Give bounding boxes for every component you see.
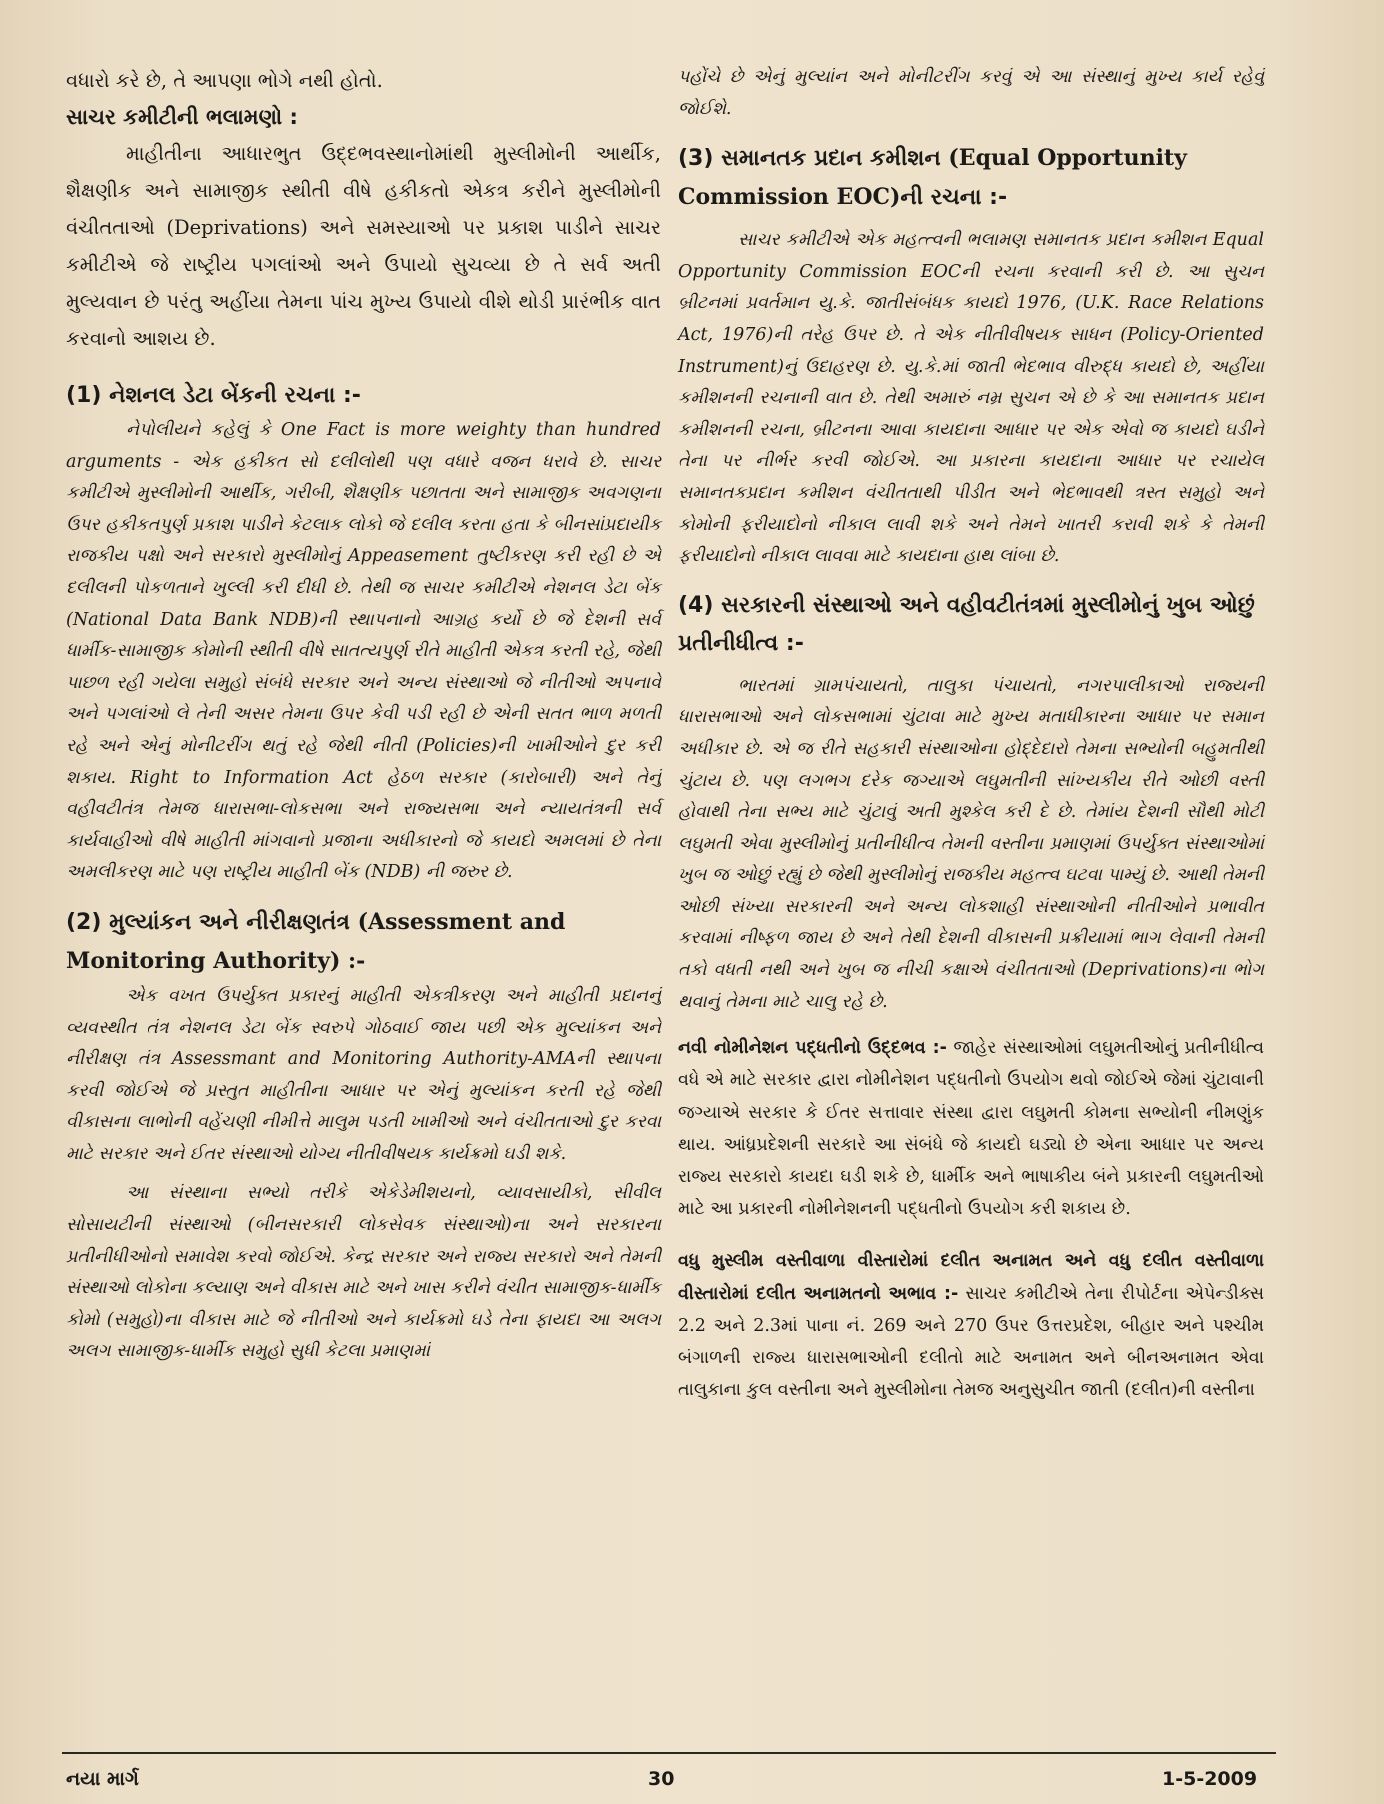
nomination-lead: નવી નોમીનેશન પદ્ધતીનો ઉદ્દભવ :-	[678, 1038, 947, 1059]
page-number: 30	[648, 1768, 675, 1790]
continued-paragraph: પહોંચે છે એનું મુલ્યાંન અને મોનીટરીંગ કરવું એ આ સંસ્થાનું મુખ્ય કાર્ય રહેવું જોઈશે.	[678, 67, 1264, 119]
section1-paragraph: નેપોલીયને કહેલું કે One Fact is more weighty than hundred arguments - એક હકીકત સો દલીલોથી પણ વધારે વજન ધરાવે છે. સાચર કમીટીએ મુસ્લીમોની આર્થીક, ગરીબી, શૈક્ષણીક પછાતતા અને સામાજીક અવગણના ઉપર હકીકતપુર્ણ પ્રકાશ પાડીને કેટલાક લોકો જે દલીલ કરતા હતા કે બીનસાંપ્રદાયીક રાજકીય પક્ષો અને સરકારો મુસ્લીમોનું Appeasement તુષ્ટીકરણ કરી રહી છે એ દલીલની પોકળતાને ખુલ્લી કરી દીધી છે. તેથી જ સાચર કમીટીએ નેશનલ ડેટા બેંક (National Data Bank NDB)ની સ્થાપનાનો આગ્રહ કર્યો છે જે દેશની સર્વ ધાર્મીક-સામાજીક કોમોની સ્થીતી વીષે સાતત્યપુર્ણ રીતે માહીતી એકત્ર કરતી રહે, જેથી પાછળ રહી ગયેલા સમુહો સંબંધે સરકાર અને અન્ય સંસ્થાઓ જે નીતીઓ અપનાવે અને પગલાંઓ લે તેની અસર તેમના ઉપર કેવી પડી રહી છે એની સતત ભાળ મળતી રહે અને એનું મોનીટરીંગ થતું રહે જેથી નીતી (Policies)ની ખામીઓને દુર કરી શકાય. Right to Information Act હેઠળ સરકાર (કારોબારી) અને તેનું વહીવટીતંત્ર તેમજ ધારાસભા-લોકસભા અને રાજ્યસભા અને ન્યાયતંત્રની સર્વ કાર્યવાહીઓ વીષે માહીતી માંગવાનો પ્રજાના અધીકારનો જે કાયદો અમલમાં છે તેના અમલીકરણ માટે પણ રાષ્ટ્રીય માહીતી બેંક (NDB) ની જરુર છે.	[66, 420, 661, 883]
section2-title-english: (Assessment and Monitoring Authority) :-	[66, 908, 566, 974]
right-column	[678, 62, 1264, 1406]
reservation-paragraph	[678, 1245, 1264, 1406]
left-column	[66, 62, 661, 1368]
section4-title: (4) સરકારની સંસ્થાઓ અને વહીવટીતંત્રમાં મુસ્લીમોનું ખુબ ઓછું પ્રતીનીધીત્વ :-	[678, 592, 1255, 656]
reservation-text: સાચર કમીટીએ તેના રીપોર્ટના એપેન્ડીક્સ 2.2 અને 2.3માં પાના નં. 269 અને 270 ઉપર ઉત્તરપ્રદેશ, બીહાર અને પશ્ચીમ બંગાળની રાજ્ય ધારાસભાઓની દલીતો માટે અનામત અને બીનઅનામત એવા તાલુકાના કુલ વસ્તીના અને મુસ્લીમોના તેમજ અનુસુચીત જાતી (દલીત)ની વસ્તીના	[678, 1283, 1264, 1401]
section2-title	[66, 903, 661, 981]
reservation-lead: વધુ મુસ્લીમ વસ્તીવાળા વીસ્તારોમાં દલીત અનામત અને વધુ દલીત વસ્તીવાળા વીસ્તારોમાં દલીત અનામતનો અભાવ :-	[678, 1251, 1264, 1304]
section1-title: (1) નેશનલ ડેટા બેંકની રચના :-	[66, 383, 361, 408]
section3-title	[678, 139, 1264, 217]
section4-paragraph: ભારતમાં ગ્રામપંચાયતો, તાલુકા પંચાયતો, નગરપાલીકાઓ રાજ્યની ધારાસભાઓ અને લોકસભામાં ચુંટાવા માટે મુખ્ય મતાધીકારના આધાર પર સમાન અધીકાર છે. એ જ રીતે સહકારી સંસ્થાઓના હોદ્દેદારો તેમના સભ્યોની બહુમતીથી ચુંટાય છે. પણ લગભગ દરેક જગ્યાએ લઘુમતીની સાંખ્યકીય રીતે ઓછી વસ્તી હોવાથી તેના સભ્ય માટે ચુંટાવું અતી મુશ્કેલ કરી દે છે. તેમાંય દેશની સૌથી મોટી લઘુમતી એવા મુસ્લીમોનું પ્રતીનીધીત્વ તેમની વસ્તીના પ્રમાણમાં ઉપર્યુક્ત સંસ્થાઓમાં ખુબ જ ઓછું રહ્યું છે જેથી મુસ્લીમોનું રાજકીય મહત્ત્વ ઘટવા પામ્યું છે. આથી તેમની ઓછી સંખ્યા સરકારની અને અન્ય લોકશાહી સંસ્થાઓની નીતીઓને પ્રભાવીત કરવામાં નીષ્ફળ જાય છે અને તેથી દેશની વીકાસની પ્રક્રીયામાં ભાગ લેવાની તેમની તકો વધતી નથી અને ખુબ જ નીચી કક્ષાએ વંચીતતાઓ (Deprivations)ના ભોગ થવાનું તેમના માટે ચાલુ રહે છે.	[678, 675, 1264, 1012]
section2-paragraph-2: આ સંસ્થાના સભ્યો તરીકે એકેડેમીશયનો, વ્યાવસાયીકો, સીવીલ સોસાયટીની સંસ્થાઓ (બીનસરકારી લોકસેવક સંસ્થાઓ)ના અને સરકારના પ્રતીનીધીઓનો સમાવેશ કરવો જોઈએ. કેન્દ્ર સરકાર અને રાજ્ય સરકારો અને તેમની સંસ્થાઓ લોકોના કલ્યાણ અને વીકાસ માટે અને ખાસ કરીને વંચીત સામાજીક-ધાર્મીક કોમો (સમુહો)ના વીકાસ માટે જે નીતીઓ અને કાર્યક્રમો ઘડે તેના ફાયદા આ અલગ અલગ સામાજીક-ધાર્મીક સમુહો સુધી કેટલા પ્રમાણમાં	[66, 1183, 661, 1362]
nomination-text: જાહેર સંસ્થાઓમાં લઘુમતીઓનું પ્રતીનીધીત્વ વધે એ માટે સરકાર દ્વારા નોમીનેશન પદ્ધતીનો ઉપયોગ થવો જોઈએ જેમાં ચુંટાવાની જગ્યાએ સરકાર કે ઈતર સત્તાવાર સંસ્થા દ્વારા લઘુમતી કોમના સભ્યોની નીમણુંક થાય. આંધ્રપ્રદેશની સરકારે આ સંબંધે જે કાયદો ઘડ્યો છે એના આધાર પર અન્ય રાજ્ય સરકારો કાયદા ઘડી શકે છે, ધાર્મીક અને ભાષાકીય બંને પ્રકારની લઘુમતીઓ માટે આ પ્રકારની નોમીનેશનની પદ્ધતીનો ઉપયોગ કરી શકાય છે.	[678, 1038, 1264, 1220]
section3-title-tail: ની રચના :-	[900, 185, 1008, 211]
intro-line: વધારો કરે છે, તે આપણા ભોગે નથી હોતો.	[66, 69, 383, 92]
section3-title-gujarati: (3) સમાનતક પ્રદાન કમીશન	[678, 146, 941, 172]
section3-title-english: (Equal Opportunity Commission EOC)	[678, 145, 1187, 211]
recommendations-heading: સાચર કમીટીની ભલામણો :	[66, 105, 298, 129]
section3-paragraph: સાચર કમીટીએ એક મહત્ત્વની ભલામણ સમાનતક પ્રદાન કમીશન Equal Opportunity Commission EOCની રચના કરવાની કરી છે. આ સુચન બ્રીટનમાં પ્રવર્તમાન યુ.કે. જાતીસંબંધક કાયદો 1976, (U.K. Race Relations Act, 1976)ની તરેહ ઉપર છે. તે એક નીતીવીષયક સાધન (Policy-Oriented Instrument)નું ઉદાહરણ છે. યુ.કે.માં જાતી ભેદભાવ વીરુદ્ધ કાયદો છે, અહીંયા કમીશનની રચનાની વાત છે. તેથી અમારું નમ્ર સુચન એ છે કે આ સમાનતક પ્રદાન કમીશનની રચના, બ્રીટનના આવા કાયદાના આધાર પર એક એવો જ કાયદો ઘડીને તેના પર નીર્ભર કરવી જોઈએ. આ પ્રકારના કાયદાના આધાર પર રચાયેલ સમાનતકપ્રદાન કમીશન વંચીતતાથી પીડીત અને ભેદભાવથી ત્રસ્ત સમુહો અને કોમોની ફરીયાદોનો નીકાલ લાવી શકે અને તેમને ખાતરી કરાવી શકે કે તેમની ફરીયાદોનો નીકાલ લાવવા માટે કાયદાના હાથ લાંબા છે.	[678, 230, 1264, 567]
issue-date: 1-5-2009	[1162, 1768, 1258, 1790]
nomination-paragraph	[678, 1032, 1264, 1225]
footer-rule	[62, 1752, 1276, 1754]
magazine-name: નયા માર્ગ	[66, 1768, 139, 1790]
section2-title-gujarati: (2) મુલ્યાંકન અને નીરીક્ષણતંત્ર	[66, 909, 350, 935]
section2-paragraph-1: એક વખત ઉપર્યુક્ત પ્રકારનું માહીતી એકત્રીકરણ અને માહીતી પ્રદાનનું વ્યવસ્થીત તંત્ર નેશનલ ડેટા બેંક સ્વરુપે ગોઠવાઈ જાય પછી એક મુલ્યાંકન અને નીરીક્ષણ તંત્ર Assessmant and Monitoring Authority-AMAની સ્થાપના કરવી જોઈએ જે પ્રસ્તુત માહીતીના આધાર પર એનું મુલ્યાંકન કરતી રહે જેથી વીકાસના લાભોની વહેંચણી નીમીત્તે માલુમ પડતી ખામીઓ અને વંચીતતાઓ દુર કરવા માટે સરકાર અને ઈતર સંસ્થાઓ યોગ્ય નીતીવીષયક કાર્યક્રમો ઘડી શકે.	[66, 985, 661, 1164]
recommendations-paragraph: માહીતીના આધારભુત ઉદ્દભવસ્થાનોમાંથી મુસ્લીમોની આર્થીક, શૈક્ષણીક અને સામાજીક સ્થીતી વીષે હકીકતો એકત્ર કરીને મુસ્લીમોની વંચીતતાઓ (Deprivations) અને સમસ્યાઓ પર પ્રકાશ પાડીને સાચર કમીટીએ જે રાષ્ટ્રીય પગલાંઓ અને ઉપાયો સુચવ્યા છે તે સર્વ અતી મુલ્યવાન છે પરંતુ અહીંયા તેમના પાંચ મુખ્ય ઉપાયો વીશે થોડી પ્રારંભીક વાત કરવાનો આશય છે.	[66, 142, 661, 350]
